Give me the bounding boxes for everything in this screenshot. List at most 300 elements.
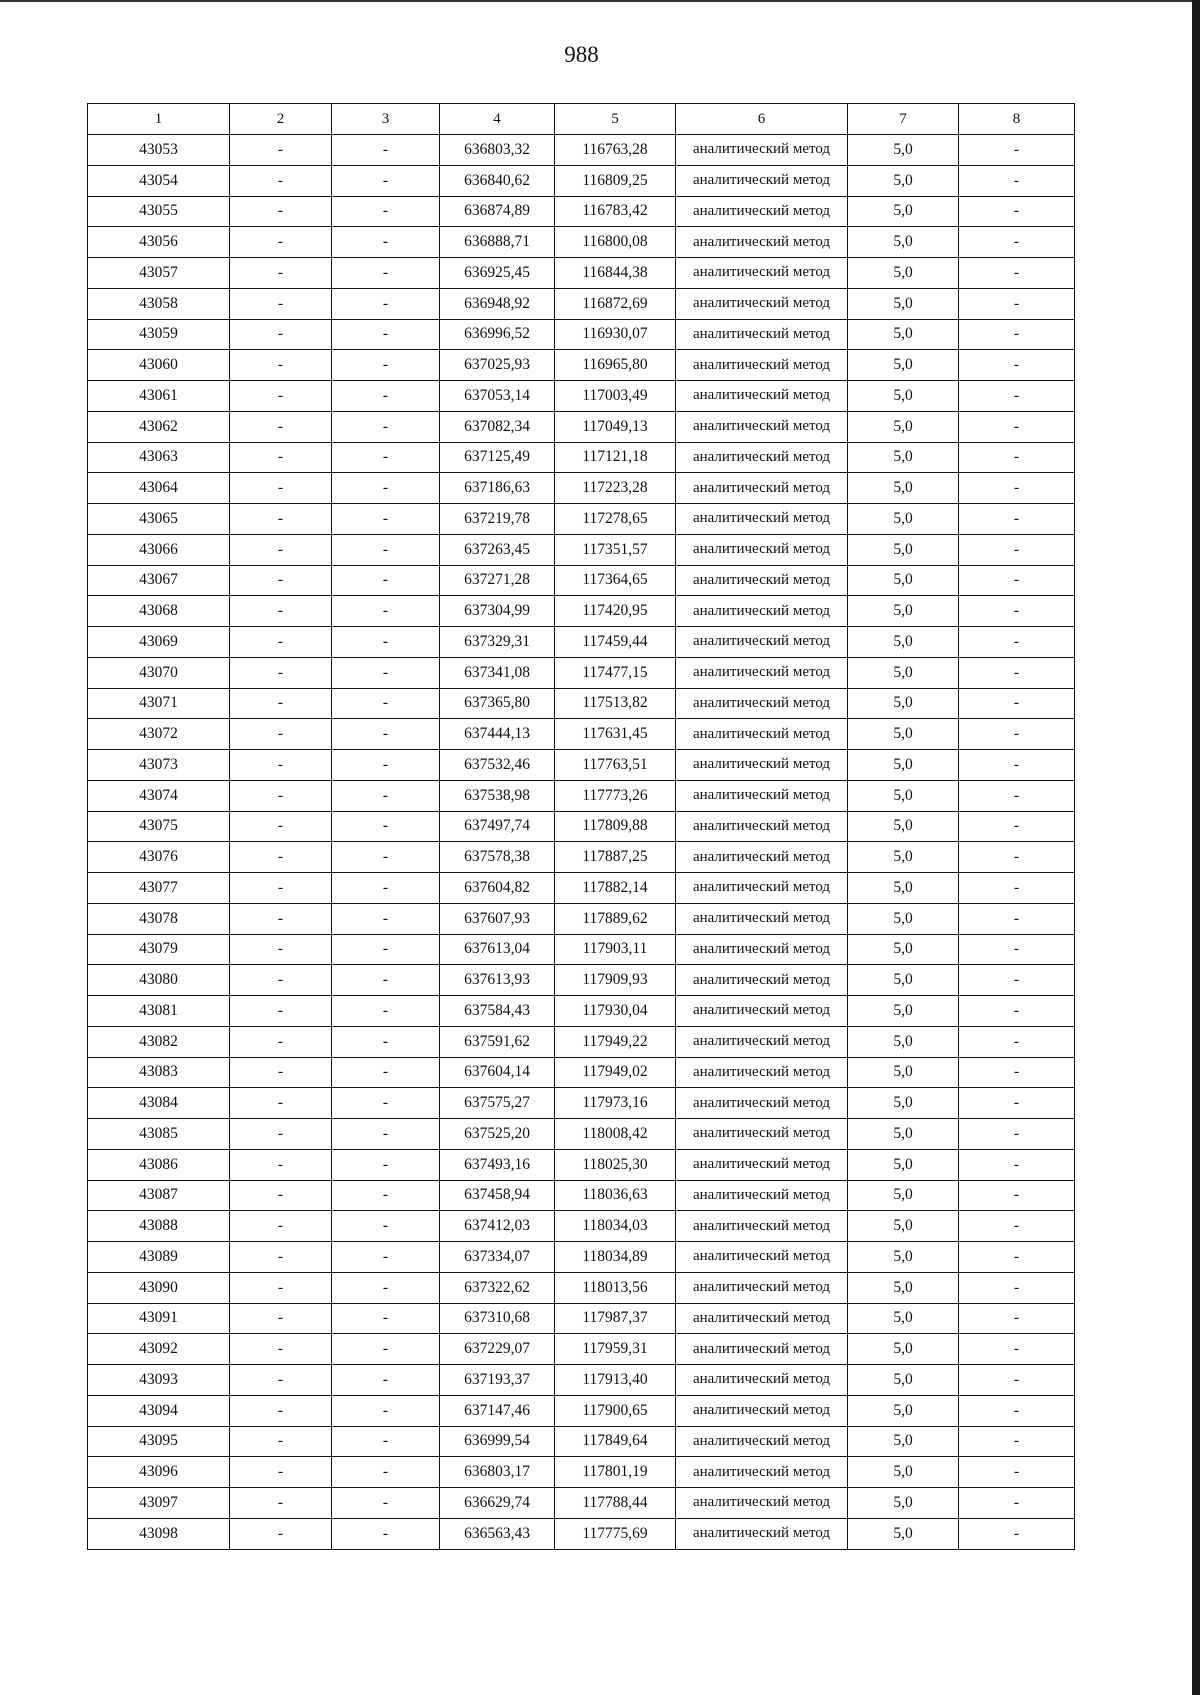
col3-cell: - — [332, 258, 440, 289]
accuracy-cell: 5,0 — [848, 135, 959, 166]
col2-cell: - — [230, 165, 332, 196]
point-number-cell: 43066 — [88, 534, 230, 565]
col2-cell: - — [230, 1149, 332, 1180]
point-number-cell: 43063 — [88, 442, 230, 473]
col8-cell: - — [959, 1149, 1075, 1180]
method-cell: аналитический метод — [676, 811, 848, 842]
method-cell: аналитический метод — [676, 780, 848, 811]
method-cell: аналитический метод — [676, 842, 848, 873]
accuracy-cell: 5,0 — [848, 165, 959, 196]
method-cell: аналитический метод — [676, 350, 848, 381]
col2-cell: - — [230, 1026, 332, 1057]
accuracy-cell: 5,0 — [848, 1149, 959, 1180]
table-row — [88, 719, 1075, 750]
point-number-cell: 43071 — [88, 688, 230, 719]
x-coordinate-cell: 637229,07 — [440, 1334, 555, 1365]
table-row — [88, 1057, 1075, 1088]
table-row — [88, 996, 1075, 1027]
method-cell: аналитический метод — [676, 1180, 848, 1211]
x-coordinate-cell: 637604,14 — [440, 1057, 555, 1088]
y-coordinate-cell: 117913,40 — [555, 1365, 676, 1396]
method-cell: аналитический метод — [676, 504, 848, 535]
method-cell: аналитический метод — [676, 1149, 848, 1180]
accuracy-cell: 5,0 — [848, 1395, 959, 1426]
col3-cell: - — [332, 780, 440, 811]
method-cell: аналитический метод — [676, 688, 848, 719]
method-cell: аналитический метод — [676, 1365, 848, 1396]
col2-cell: - — [230, 657, 332, 688]
col8-cell: - — [959, 1026, 1075, 1057]
col8-cell: - — [959, 1180, 1075, 1211]
x-coordinate-cell: 636803,32 — [440, 135, 555, 166]
col2-cell: - — [230, 1180, 332, 1211]
point-number-cell: 43097 — [88, 1488, 230, 1519]
y-coordinate-cell: 118036,63 — [555, 1180, 676, 1211]
col8-cell: - — [959, 1242, 1075, 1273]
point-number-cell: 43080 — [88, 965, 230, 996]
col8-cell: - — [959, 873, 1075, 904]
col8-cell: - — [959, 1088, 1075, 1119]
col2-cell: - — [230, 1457, 332, 1488]
col3-cell: - — [332, 1518, 440, 1549]
x-coordinate-cell: 637584,43 — [440, 996, 555, 1027]
col3-cell: - — [332, 1365, 440, 1396]
col8-cell: - — [959, 227, 1075, 258]
point-number-cell: 43081 — [88, 996, 230, 1027]
col8-cell: - — [959, 1211, 1075, 1242]
col2-cell: - — [230, 780, 332, 811]
col2-cell: - — [230, 1334, 332, 1365]
col3-cell: - — [332, 750, 440, 781]
col2-cell: - — [230, 873, 332, 904]
point-number-cell: 43083 — [88, 1057, 230, 1088]
point-number-cell: 43084 — [88, 1088, 230, 1119]
y-coordinate-cell: 118013,56 — [555, 1272, 676, 1303]
table-row — [88, 258, 1075, 289]
table-row — [88, 1088, 1075, 1119]
col8-cell: - — [959, 1272, 1075, 1303]
table-row — [88, 688, 1075, 719]
method-cell: аналитический метод — [676, 1303, 848, 1334]
method-cell: аналитический метод — [676, 1457, 848, 1488]
y-coordinate-cell: 116844,38 — [555, 258, 676, 289]
y-coordinate-cell: 117903,11 — [555, 934, 676, 965]
table-row — [88, 565, 1075, 596]
method-cell: аналитический метод — [676, 534, 848, 565]
col2-cell: - — [230, 1088, 332, 1119]
y-coordinate-cell: 118034,03 — [555, 1211, 676, 1242]
x-coordinate-cell: 637607,93 — [440, 903, 555, 934]
method-cell: аналитический метод — [676, 1057, 848, 1088]
col8-cell: - — [959, 504, 1075, 535]
table-row — [88, 934, 1075, 965]
point-number-cell: 43085 — [88, 1119, 230, 1150]
accuracy-cell: 5,0 — [848, 688, 959, 719]
method-cell: аналитический метод — [676, 411, 848, 442]
column-header-8: 8 — [959, 104, 1075, 135]
col3-cell: - — [332, 1334, 440, 1365]
col8-cell: - — [959, 381, 1075, 412]
col3-cell: - — [332, 996, 440, 1027]
method-cell: аналитический метод — [676, 657, 848, 688]
accuracy-cell: 5,0 — [848, 627, 959, 658]
col8-cell: - — [959, 811, 1075, 842]
y-coordinate-cell: 116809,25 — [555, 165, 676, 196]
x-coordinate-cell: 637604,82 — [440, 873, 555, 904]
col3-cell: - — [332, 1180, 440, 1211]
col2-cell: - — [230, 381, 332, 412]
point-number-cell: 43065 — [88, 504, 230, 535]
col8-cell: - — [959, 1057, 1075, 1088]
table-row — [88, 1334, 1075, 1365]
table-body — [88, 135, 1075, 1550]
point-number-cell: 43078 — [88, 903, 230, 934]
col3-cell: - — [332, 596, 440, 627]
method-cell: аналитический метод — [676, 196, 848, 227]
x-coordinate-cell: 637341,08 — [440, 657, 555, 688]
y-coordinate-cell: 117987,37 — [555, 1303, 676, 1334]
accuracy-cell: 5,0 — [848, 657, 959, 688]
method-cell: аналитический метод — [676, 1242, 848, 1273]
x-coordinate-cell: 636840,62 — [440, 165, 555, 196]
table-row — [88, 1303, 1075, 1334]
point-number-cell: 43055 — [88, 196, 230, 227]
col8-cell: - — [959, 565, 1075, 596]
col3-cell: - — [332, 1488, 440, 1519]
accuracy-cell: 5,0 — [848, 1518, 959, 1549]
accuracy-cell: 5,0 — [848, 1426, 959, 1457]
table-row — [88, 1211, 1075, 1242]
accuracy-cell: 5,0 — [848, 1365, 959, 1396]
table-row — [88, 842, 1075, 873]
table-row — [88, 1488, 1075, 1519]
x-coordinate-cell: 637493,16 — [440, 1149, 555, 1180]
x-coordinate-cell: 637365,80 — [440, 688, 555, 719]
point-number-cell: 43058 — [88, 288, 230, 319]
accuracy-cell: 5,0 — [848, 381, 959, 412]
x-coordinate-cell: 637538,98 — [440, 780, 555, 811]
y-coordinate-cell: 117949,22 — [555, 1026, 676, 1057]
method-cell: аналитический метод — [676, 473, 848, 504]
table-row — [88, 227, 1075, 258]
col8-cell: - — [959, 657, 1075, 688]
point-number-cell: 43067 — [88, 565, 230, 596]
col3-cell: - — [332, 1242, 440, 1273]
table-row — [88, 811, 1075, 842]
method-cell: аналитический метод — [676, 1272, 848, 1303]
table-row — [88, 627, 1075, 658]
method-cell: аналитический метод — [676, 227, 848, 258]
scan-edge-top — [0, 0, 1200, 2]
col2-cell: - — [230, 965, 332, 996]
method-cell: аналитический метод — [676, 903, 848, 934]
x-coordinate-cell: 637334,07 — [440, 1242, 555, 1273]
method-cell: аналитический метод — [676, 627, 848, 658]
point-number-cell: 43056 — [88, 227, 230, 258]
table-row — [88, 657, 1075, 688]
accuracy-cell: 5,0 — [848, 258, 959, 289]
accuracy-cell: 5,0 — [848, 534, 959, 565]
method-cell: аналитический метод — [676, 1119, 848, 1150]
y-coordinate-cell: 117788,44 — [555, 1488, 676, 1519]
col2-cell: - — [230, 1395, 332, 1426]
table-row — [88, 473, 1075, 504]
y-coordinate-cell: 117003,49 — [555, 381, 676, 412]
col3-cell: - — [332, 196, 440, 227]
method-cell: аналитический метод — [676, 1488, 848, 1519]
table-row — [88, 1395, 1075, 1426]
x-coordinate-cell: 637310,68 — [440, 1303, 555, 1334]
method-cell: аналитический метод — [676, 381, 848, 412]
table-row — [88, 1180, 1075, 1211]
point-number-cell: 43082 — [88, 1026, 230, 1057]
method-cell: аналитический метод — [676, 873, 848, 904]
col2-cell: - — [230, 1303, 332, 1334]
point-number-cell: 43069 — [88, 627, 230, 658]
table-row — [88, 350, 1075, 381]
x-coordinate-cell: 636996,52 — [440, 319, 555, 350]
y-coordinate-cell: 117773,26 — [555, 780, 676, 811]
col3-cell: - — [332, 842, 440, 873]
point-number-cell: 43070 — [88, 657, 230, 688]
col3-cell: - — [332, 565, 440, 596]
col2-cell: - — [230, 596, 332, 627]
col2-cell: - — [230, 565, 332, 596]
x-coordinate-cell: 637193,37 — [440, 1365, 555, 1396]
col8-cell: - — [959, 688, 1075, 719]
col3-cell: - — [332, 1303, 440, 1334]
method-cell: аналитический метод — [676, 565, 848, 596]
col8-cell: - — [959, 411, 1075, 442]
col3-cell: - — [332, 965, 440, 996]
accuracy-cell: 5,0 — [848, 965, 959, 996]
accuracy-cell: 5,0 — [848, 1057, 959, 1088]
col2-cell: - — [230, 1365, 332, 1396]
y-coordinate-cell: 117278,65 — [555, 504, 676, 535]
x-coordinate-cell: 637322,62 — [440, 1272, 555, 1303]
col8-cell: - — [959, 473, 1075, 504]
accuracy-cell: 5,0 — [848, 319, 959, 350]
point-number-cell: 43094 — [88, 1395, 230, 1426]
col2-cell: - — [230, 1272, 332, 1303]
point-number-cell: 43057 — [88, 258, 230, 289]
point-number-cell: 43095 — [88, 1426, 230, 1457]
point-number-cell: 43061 — [88, 381, 230, 412]
point-number-cell: 43075 — [88, 811, 230, 842]
page-number: 988 — [564, 42, 599, 67]
accuracy-cell: 5,0 — [848, 565, 959, 596]
col3-cell: - — [332, 934, 440, 965]
col3-cell: - — [332, 1272, 440, 1303]
y-coordinate-cell: 116930,07 — [555, 319, 676, 350]
col8-cell: - — [959, 1334, 1075, 1365]
col8-cell: - — [959, 780, 1075, 811]
table-row — [88, 596, 1075, 627]
x-coordinate-cell: 637304,99 — [440, 596, 555, 627]
col2-cell: - — [230, 627, 332, 658]
col2-cell: - — [230, 411, 332, 442]
method-cell: аналитический метод — [676, 288, 848, 319]
column-header-1: 1 — [88, 104, 230, 135]
col8-cell: - — [959, 258, 1075, 289]
col3-cell: - — [332, 473, 440, 504]
col2-cell: - — [230, 842, 332, 873]
col2-cell: - — [230, 227, 332, 258]
col3-cell: - — [332, 227, 440, 258]
accuracy-cell: 5,0 — [848, 1026, 959, 1057]
col8-cell: - — [959, 319, 1075, 350]
col8-cell: - — [959, 934, 1075, 965]
col8-cell: - — [959, 350, 1075, 381]
x-coordinate-cell: 637219,78 — [440, 504, 555, 535]
accuracy-cell: 5,0 — [848, 1272, 959, 1303]
point-number-cell: 43093 — [88, 1365, 230, 1396]
col3-cell: - — [332, 534, 440, 565]
accuracy-cell: 5,0 — [848, 1488, 959, 1519]
accuracy-cell: 5,0 — [848, 934, 959, 965]
accuracy-cell: 5,0 — [848, 596, 959, 627]
table-row — [88, 135, 1075, 166]
scan-edge-right — [1192, 0, 1200, 1695]
accuracy-cell: 5,0 — [848, 227, 959, 258]
table-row — [88, 1457, 1075, 1488]
table-row — [88, 288, 1075, 319]
col8-cell: - — [959, 996, 1075, 1027]
point-number-cell: 43096 — [88, 1457, 230, 1488]
method-cell: аналитический метод — [676, 442, 848, 473]
method-cell: аналитический метод — [676, 319, 848, 350]
table-row — [88, 965, 1075, 996]
y-coordinate-cell: 117775,69 — [555, 1518, 676, 1549]
col3-cell: - — [332, 165, 440, 196]
col8-cell: - — [959, 135, 1075, 166]
table-row — [88, 1242, 1075, 1273]
x-coordinate-cell: 636563,43 — [440, 1518, 555, 1549]
x-coordinate-cell: 637329,31 — [440, 627, 555, 658]
x-coordinate-cell: 637575,27 — [440, 1088, 555, 1119]
col3-cell: - — [332, 1119, 440, 1150]
column-header-5: 5 — [555, 104, 676, 135]
col3-cell: - — [332, 1211, 440, 1242]
x-coordinate-cell: 637613,04 — [440, 934, 555, 965]
x-coordinate-cell: 636888,71 — [440, 227, 555, 258]
point-number-cell: 43060 — [88, 350, 230, 381]
x-coordinate-cell: 637578,38 — [440, 842, 555, 873]
col3-cell: - — [332, 319, 440, 350]
table-row — [88, 381, 1075, 412]
col3-cell: - — [332, 135, 440, 166]
x-coordinate-cell: 636803,17 — [440, 1457, 555, 1488]
table-row — [88, 196, 1075, 227]
col8-cell: - — [959, 627, 1075, 658]
col3-cell: - — [332, 811, 440, 842]
accuracy-cell: 5,0 — [848, 750, 959, 781]
accuracy-cell: 5,0 — [848, 1119, 959, 1150]
col3-cell: - — [332, 1088, 440, 1119]
y-coordinate-cell: 117959,31 — [555, 1334, 676, 1365]
col3-cell: - — [332, 288, 440, 319]
col8-cell: - — [959, 442, 1075, 473]
method-cell: аналитический метод — [676, 934, 848, 965]
table-row — [88, 903, 1075, 934]
col8-cell: - — [959, 288, 1075, 319]
table-row — [88, 411, 1075, 442]
method-cell: аналитический метод — [676, 1426, 848, 1457]
col2-cell: - — [230, 196, 332, 227]
column-header-6: 6 — [676, 104, 848, 135]
col8-cell: - — [959, 596, 1075, 627]
table-row — [88, 1365, 1075, 1396]
col8-cell: - — [959, 965, 1075, 996]
table-row — [88, 750, 1075, 781]
method-cell: аналитический метод — [676, 135, 848, 166]
col2-cell: - — [230, 1119, 332, 1150]
col8-cell: - — [959, 750, 1075, 781]
col2-cell: - — [230, 903, 332, 934]
x-coordinate-cell: 637147,46 — [440, 1395, 555, 1426]
y-coordinate-cell: 117631,45 — [555, 719, 676, 750]
accuracy-cell: 5,0 — [848, 350, 959, 381]
table-row — [88, 780, 1075, 811]
x-coordinate-cell: 636999,54 — [440, 1426, 555, 1457]
accuracy-cell: 5,0 — [848, 996, 959, 1027]
col8-cell: - — [959, 1395, 1075, 1426]
table-row — [88, 319, 1075, 350]
col3-cell: - — [332, 1149, 440, 1180]
column-header-4: 4 — [440, 104, 555, 135]
col2-cell: - — [230, 1518, 332, 1549]
y-coordinate-cell: 117909,93 — [555, 965, 676, 996]
point-number-cell: 43079 — [88, 934, 230, 965]
point-number-cell: 43090 — [88, 1272, 230, 1303]
col3-cell: - — [332, 1457, 440, 1488]
col3-cell: - — [332, 903, 440, 934]
method-cell: аналитический метод — [676, 965, 848, 996]
accuracy-cell: 5,0 — [848, 1242, 959, 1273]
x-coordinate-cell: 637613,93 — [440, 965, 555, 996]
col2-cell: - — [230, 719, 332, 750]
col3-cell: - — [332, 657, 440, 688]
accuracy-cell: 5,0 — [848, 504, 959, 535]
x-coordinate-cell: 636925,45 — [440, 258, 555, 289]
y-coordinate-cell: 117459,44 — [555, 627, 676, 658]
col8-cell: - — [959, 903, 1075, 934]
col2-cell: - — [230, 1242, 332, 1273]
point-number-cell: 43092 — [88, 1334, 230, 1365]
x-coordinate-cell: 637053,14 — [440, 381, 555, 412]
x-coordinate-cell: 637458,94 — [440, 1180, 555, 1211]
accuracy-cell: 5,0 — [848, 780, 959, 811]
accuracy-cell: 5,0 — [848, 473, 959, 504]
col8-cell: - — [959, 1488, 1075, 1519]
x-coordinate-cell: 637444,13 — [440, 719, 555, 750]
col2-cell: - — [230, 1211, 332, 1242]
method-cell: аналитический метод — [676, 1211, 848, 1242]
x-coordinate-cell: 636629,74 — [440, 1488, 555, 1519]
col3-cell: - — [332, 627, 440, 658]
col8-cell: - — [959, 1303, 1075, 1334]
point-number-cell: 43064 — [88, 473, 230, 504]
point-number-cell: 43089 — [88, 1242, 230, 1273]
accuracy-cell: 5,0 — [848, 1088, 959, 1119]
point-number-cell: 43086 — [88, 1149, 230, 1180]
col8-cell: - — [959, 1518, 1075, 1549]
table-row — [88, 534, 1075, 565]
accuracy-cell: 5,0 — [848, 1334, 959, 1365]
table-row — [88, 442, 1075, 473]
accuracy-cell: 5,0 — [848, 1303, 959, 1334]
x-coordinate-cell: 637497,74 — [440, 811, 555, 842]
